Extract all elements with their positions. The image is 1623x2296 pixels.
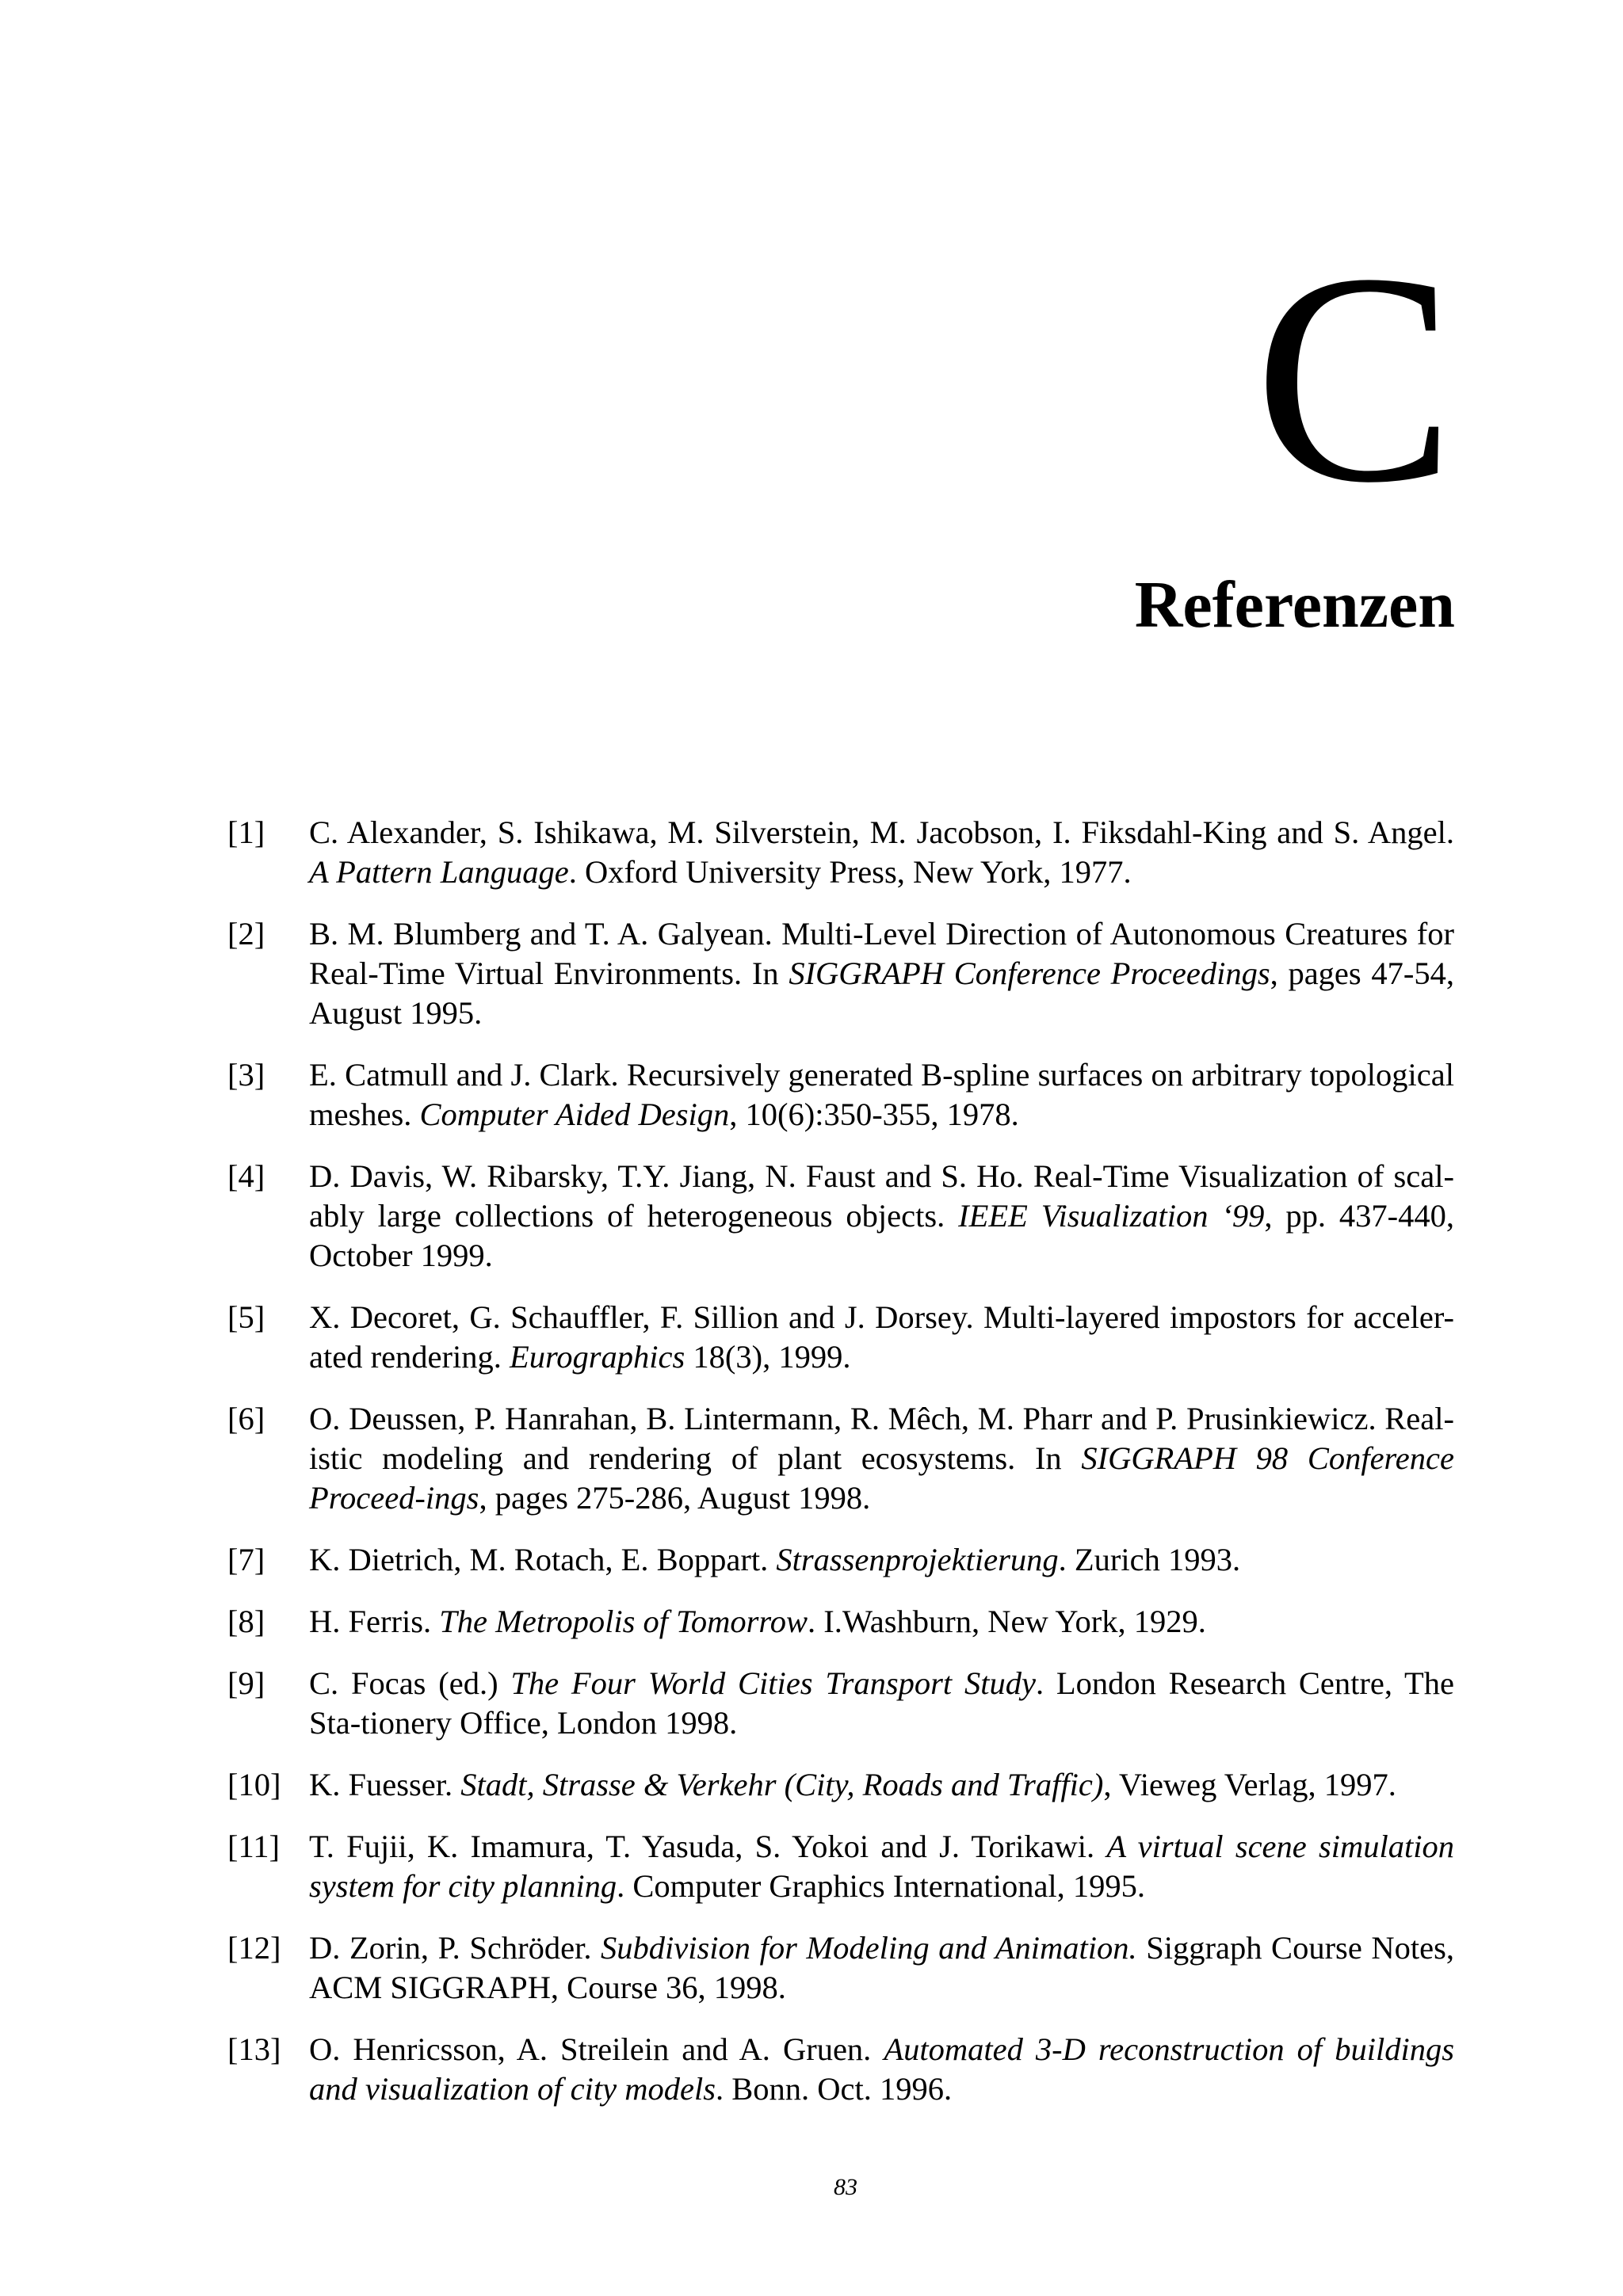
reference-italic-title: IEEE Visualization ‘99 [958,1198,1265,1234]
reference-item [227,1664,1454,1743]
reference-text [309,2031,1454,2107]
reference-item [227,1827,1454,1906]
reference-segment: D. Davis, W. Ribarsky, T.Y. Jiang, N. Faust and S. Ho. Real-Time Visualization of scal-ably large collections of heterogeneous objects. [309,1158,1454,1234]
reference-item [227,1602,1454,1642]
reference-segment: , pages 275-286, August 1998. [479,1480,871,1516]
reference-item [227,914,1454,1033]
reference-segment: O. Deussen, P. Hanrahan, B. Lintermann, R. Mêch, M. Pharr and P. Prusinkiewicz. Real-istic modeling and rendering of plant ecosystems. In [309,1401,1454,1476]
reference-italic-title: The Four World Cities Transport Study [510,1665,1036,1701]
reference-text [309,1299,1454,1375]
reference-text [309,1604,1206,1639]
reference-segment: E. Catmull and J. Clark. Recursively generated B-spline surfaces on arbitrary topological meshes. [309,1057,1454,1132]
reference-segment: O. Henricsson, A. Streilein and A. Gruen. [309,2031,884,2067]
reference-italic-title: Automated 3-D reconstruction of buildings and visualization of city models [309,2031,1454,2107]
reference-segment: . Bonn. Oct. 1996. [715,2071,953,2107]
reference-number: [1] [227,814,265,850]
reference-segment: , Vieweg Verlag, 1997. [1103,1767,1396,1802]
reference-item [227,1928,1454,2008]
reference-number: [4] [227,1158,265,1194]
reference-number: [2] [227,916,265,952]
reference-number: [5] [227,1299,265,1335]
reference-segment: , pp. 437-440, October 1999. [309,1198,1454,1273]
reference-item [227,2030,1454,2109]
reference-segment: . I.Washburn, New York, 1929. [807,1604,1206,1639]
reference-text [309,1829,1454,1904]
reference-italic-title: Subdivision for Modeling and Animation. [601,1930,1137,1966]
reference-item [227,1055,1454,1135]
reference-segment: . London Research Centre, The Sta-tionery Office, London 1998. [309,1665,1455,1741]
reference-italic-title: The Metropolis of Tomorrow [439,1604,808,1639]
reference-text [309,916,1454,1031]
reference-text [309,1542,1240,1577]
reference-segment: . Zurich 1993. [1058,1542,1241,1577]
reference-text [309,1767,1396,1802]
reference-segment: Siggraph Course Notes, ACM SIGGRAPH, Course 36, 1998. [309,1930,1454,2005]
reference-italic-title: A Pattern Language [309,854,569,890]
reference-text [309,1057,1454,1132]
reference-italic-title: SIGGRAPH 98 Conference Proceed-ings [309,1440,1454,1516]
chapter-letter: C [1254,212,1455,545]
reference-segment: C. Focas (ed.) [309,1665,511,1701]
reference-segment: D. Zorin, P. Schröder. [309,1930,601,1966]
reference-segment: H. Ferris. [309,1604,440,1639]
reference-text [309,1930,1454,2005]
reference-segment: B. M. Blumberg and T. A. Galyean. Multi-Level Direction of Autonomous Creatures for Real-Time Virtual Environments. In [309,916,1454,991]
reference-italic-title: A virtual scene simulation system for city planning [309,1829,1454,1904]
reference-italic-title: Eurographics [510,1339,685,1375]
reference-segment: K. Fuesser. [309,1767,461,1802]
reference-item [227,1765,1454,1805]
reference-item [227,1540,1454,1580]
reference-segment: 18(3), 1999. [685,1339,851,1375]
reference-segment: . Computer Graphics International, 1995. [617,1868,1146,1904]
reference-italic-title: SIGGRAPH Conference Proceedings [789,955,1270,991]
chapter-title: Referenzen [1134,568,1455,642]
reference-number: [10] [227,1767,281,1802]
reference-item [227,1298,1454,1377]
reference-text [309,1665,1454,1741]
reference-number: [7] [227,1542,265,1577]
reference-italic-title: Strassenprojektierung [776,1542,1059,1577]
reference-list [227,813,1454,2131]
reference-italic-title: Computer Aided Design [419,1097,730,1132]
reference-segment: C. Alexander, S. Ishikawa, M. Silverstein, M. Jacobson, I. Fiksdahl-King and S. Angel. [309,814,1454,850]
reference-number: [8] [227,1604,265,1639]
reference-number: [13] [227,2031,281,2067]
reference-italic-title: Stadt, Strasse & Verkehr (City, Roads and Traffic) [460,1767,1104,1802]
reference-item [227,813,1454,892]
reference-segment: , pages 47-54, August 1995. [309,955,1455,1031]
reference-text [309,814,1454,890]
reference-segment: K. Dietrich, M. Rotach, E. Boppart. [309,1542,777,1577]
reference-number: [9] [227,1665,265,1701]
page-number: 83 [834,2174,857,2200]
reference-text [309,1401,1454,1516]
reference-item [227,1399,1454,1518]
reference-number: [3] [227,1057,265,1093]
reference-number: [11] [227,1829,280,1864]
reference-segment: , 10(6):350-355, 1978. [729,1097,1019,1132]
reference-text [309,1158,1454,1273]
reference-segment: . Oxford University Press, New York, 1977. [568,854,1132,890]
reference-number: [12] [227,1930,281,1966]
reference-segment: X. Decoret, G. Schauffler, F. Sillion and J. Dorsey. Multi-layered impostors for acceler-ated rendering. [309,1299,1454,1375]
reference-item [227,1157,1454,1276]
reference-number: [6] [227,1401,265,1436]
reference-segment: T. Fujii, K. Imamura, T. Yasuda, S. Yokoi and J. Torikawi. [309,1829,1107,1864]
